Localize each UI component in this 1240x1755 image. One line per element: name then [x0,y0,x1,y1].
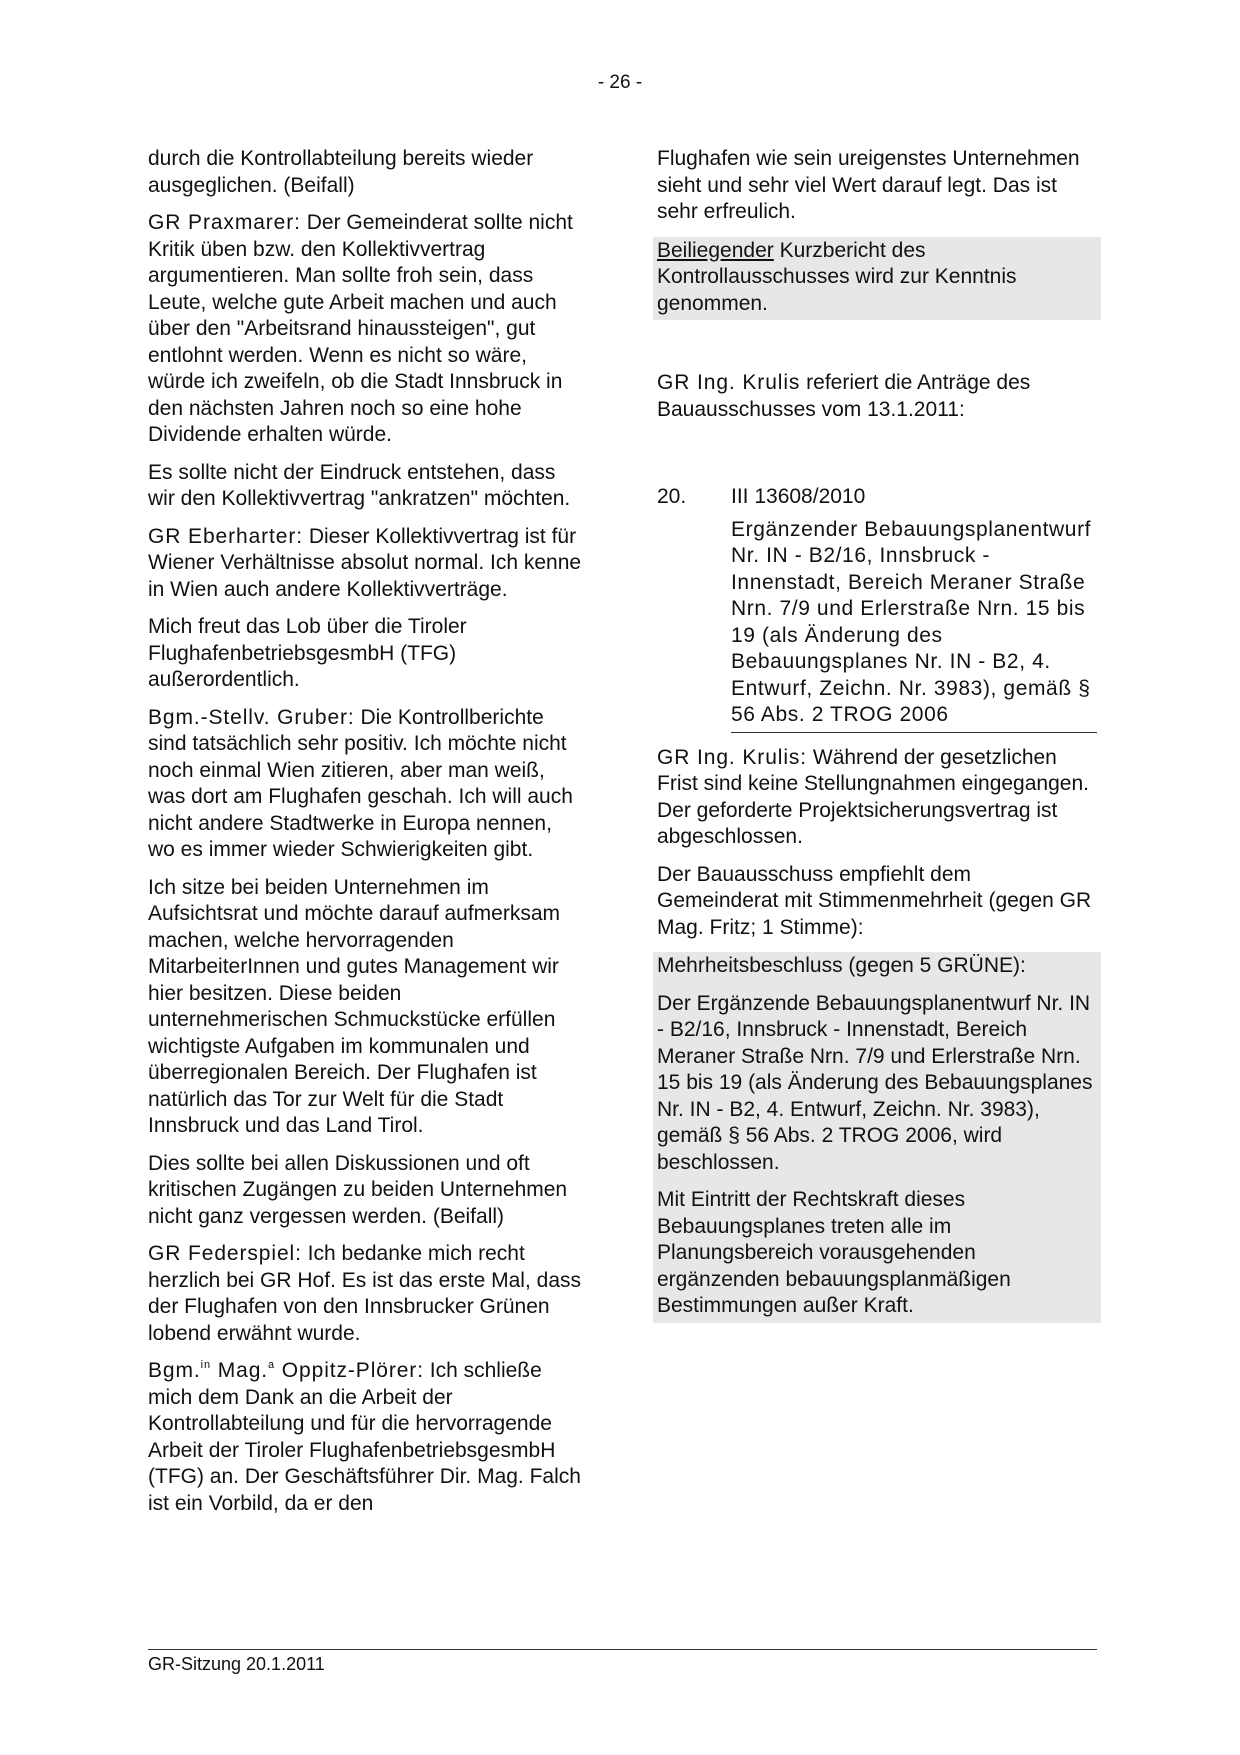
speaker-name: GR Praxmarer: [148,211,301,234]
paragraph [148,210,583,449]
speaker-name: GR Ing. Krulis [657,371,801,394]
paragraph [657,370,1097,423]
paragraph: Mich freut das Lob über die Tiroler FlughafenbetriebsgesmbH (TFG) außerordentlich. [148,615,467,691]
agenda-item-reference: III 13608/2010 [731,485,866,508]
agenda-item-number: 20. [657,485,687,508]
paragraph [148,1358,583,1517]
paragraph-text: Die Kontrollberichte sind tatsächlich sehr positiv. Ich möchte nicht noch einmal Wien zitieren, aber man weiß, was dort am Flughafen geschah. Ich will auch nicht andere Stadtwerke in Europa nennen, wo es immer wieder Schwierigkeiten gibt. [148,705,573,861]
speaker-name [148,1359,424,1382]
footer: GR-Sitzung 20.1.2011 [148,1654,325,1674]
superscript: in [200,1359,211,1371]
page-number: - 26 - [597,72,643,93]
resolution-box [653,952,1101,1323]
speaker-name: GR Ing. Krulis: [657,745,808,769]
paragraph [657,745,1097,851]
paragraph [148,1241,583,1347]
resolution-text: Mit Eintritt der Rechtskraft dieses Bebauungsplanes treten alle im Planungsbereich vorausgehenden ergänzenden bebauungsplanmäßigen Bestimmungen außer Kraft. [657,1188,1011,1317]
paragraph-text: Der Gemeinderat sollte nicht Kritik üben bzw. den Kollektivvertrag argumentieren. Man sollte froh sein, dass Leute, welche gute Arbeit machen und auch über den "Arbeitsrand hinaussteigen", gut entlohnt werden. Wenn es nicht so wäre, würde ich zweifeln, ob die Stadt Innsbruck in den nächsten Jahren noch so eine hohe Dividende erhalten würde. [148,211,573,446]
resolution-heading: Mehrheitsbeschluss (gegen 5 GRÜNE): [657,954,1026,977]
paragraph-text: referiert die Anträge des Bauausschusses vom 13.1.2011: [657,371,1031,421]
paragraph [148,705,583,864]
paragraph [657,238,1097,318]
paragraph-text: Ich bedanke mich recht herzlich bei GR Hof. Es ist das erste Mal, dass der Flughafen von den Innsbrucker Grünen lobend erwähnt wurde. [148,1242,581,1345]
footer-divider [148,1649,1097,1650]
paragraph [148,524,583,604]
speaker-name: Bgm.-Stellv. Gruber: [148,705,355,729]
speaker-title: Mag. [211,1359,269,1382]
paragraph: Dies sollte bei allen Diskussionen und oft kritischen Zugängen zu beiden Unternehmen nicht ganz vergessen werden. (Beifall) [148,1151,568,1228]
paragraph: Ich sitze bei beiden Unternehmen im Aufsichtsrat und möchte darauf aufmerksam machen, welche hervorragenden MitarbeiterInnen und gutes Management wir hier besitzen. Diese beiden unternehmerischen Schmuckstücke erfüllen wichtigste Aufgaben im kommunalen und überregionalen Bereich. Der Flughafen ist natürlich das Tor zur Welt für die Stadt Innsbruck und das Land Tirol. [148,875,561,1137]
superscript: a [268,1359,276,1371]
agenda-item-title: Ergänzender Bebauungsplanentwurf Nr. IN - B2/16, Innsbruck - Innenstadt, Bereich Meraner Straße Nrn. 7/9 und Erlerstraße Nrn. 15 bis 19 (als Änderung des Bebauungsplanes Nr. IN - B2, 4. Entwurf, Zeichn. Nr. 3983), gemäß § 56 Abs. 2 TROG 2006 [731,517,1097,733]
underlined-text: Beiliegender [657,238,774,262]
resolution-box [653,237,1101,321]
speaker-surname: Oppitz-Plörer: [275,1359,424,1382]
speaker-name: GR Federspiel: [148,1242,302,1265]
paragraph-text: Während der gesetzlichen Frist sind keine Stellungnahmen eingegangen. Der geforderte Projektsicherungsvertrag ist abgeschlossen. [657,745,1089,848]
speaker-title: Bgm. [148,1359,201,1382]
paragraph: durch die Kontrollabteilung bereits wieder ausgeglichen. (Beifall) [148,147,534,197]
speaker-name: GR Eberharter: [148,524,303,548]
paragraph: Es sollte nicht der Eindruck entstehen, dass wir den Kollektivvertrag "ankratzen" möchten. [148,460,571,510]
paragraph-text: Kurzbericht des Kontrollausschusses wird zur Kenntnis genommen. [657,238,1017,315]
resolution-text: Der Ergänzende Bebauungsplanentwurf Nr. IN - B2/16, Innsbruck - Innenstadt, Bereich Meraner Straße Nrn. 7/9 und Erlerstraße Nrn. 15 bis 19 (als Änderung des Bebauungsplanes Nr. IN - B2, 4. Entwurf, Zeichn. Nr. 3983), gemäß § 56 Abs. 2 TROG 2006, wird beschlossen. [657,991,1093,1174]
left-column [148,146,583,1528]
paragraph-text: Ich schließe mich dem Dank an die Arbeit der Kontrollabteilung und für die hervorragende Arbeit der Tiroler FlughafenbetriebsgesmbH (TFG) an. Der Geschäftsführer Dir. Mag. Falch ist ein Vorbild, da er den [148,1359,581,1515]
spacer [657,320,1097,370]
agenda-item-header [657,484,1097,511]
paragraph: Flughafen wie sein ureigenstes Unternehmen sieht und sehr viel Wert darauf legt. Das ist sehr erfreulich. [657,147,1080,223]
paragraph: Der Bauausschuss empfiehlt dem Gemeinderat mit Stimmenmehrheit (gegen GR Mag. Fritz; 1 Stimme): [657,862,1092,939]
paragraph-text: Dieser Kollektivvertrag ist für Wiener Verhältnisse absolut normal. Ich kenne in Wien auch andere Kollektivverträge. [148,524,582,601]
spacer [657,434,1097,484]
right-column [657,146,1097,1323]
